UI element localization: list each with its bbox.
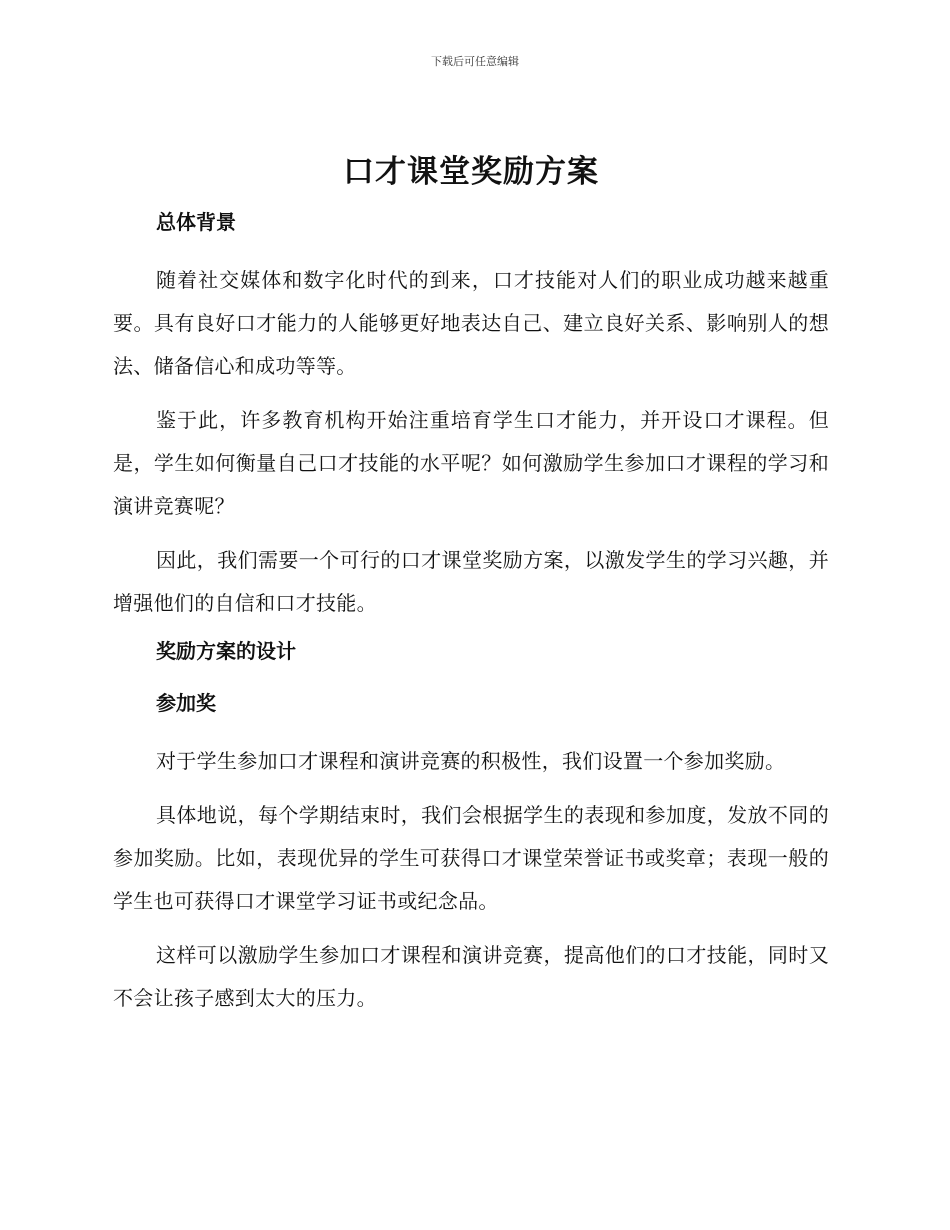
paragraph-participation-2: 具体地说，每个学期结束时，我们会根据学生的表现和参加度，发放不同的参加奖励。比如，表现优异的学生可获得口才课堂荣誉证书或奖章；表现一般的学生也可获得口才课堂学习证书或纪念品。	[113, 803, 829, 913]
document-body	[113, 150, 829, 1031]
paragraph-participation-3: 这样可以激励学生参加口才课程和演讲竞赛，提高他们的口才技能，同时又不会让孩子感到太大的压力。	[113, 943, 829, 1010]
header-note: 下载后可任意编辑	[431, 55, 519, 68]
paragraph-background-2: 鉴于此，许多教育机构开始注重培育学生口才能力，并开设口才课程。但是，学生如何衡量自己口才技能的水平呢？如何激励学生参加口才课程的学习和演讲竞赛呢？	[113, 408, 829, 518]
section-heading-participation: 参加奖	[156, 691, 216, 715]
paragraph-background-1: 随着社交媒体和数字化时代的到来，口才技能对人们的职业成功越来越重要。具有良好口才能力的人能够更好地表达自己、建立良好关系、影响别人的想法、储备信心和成功等等。	[113, 268, 829, 378]
paragraph-participation-1: 对于学生参加口才课程和演讲竞赛的积极性，我们设置一个参加奖励。	[156, 749, 786, 773]
section-heading-design: 奖励方案的设计	[156, 639, 296, 663]
section-heading-background: 总体背景	[156, 210, 236, 234]
page-title: 口才课堂奖励方案	[343, 154, 599, 190]
paragraph-background-3: 因此，我们需要一个可行的口才课堂奖励方案，以激发学生的学习兴趣，并增强他们的自信和口才技能。	[113, 548, 829, 615]
